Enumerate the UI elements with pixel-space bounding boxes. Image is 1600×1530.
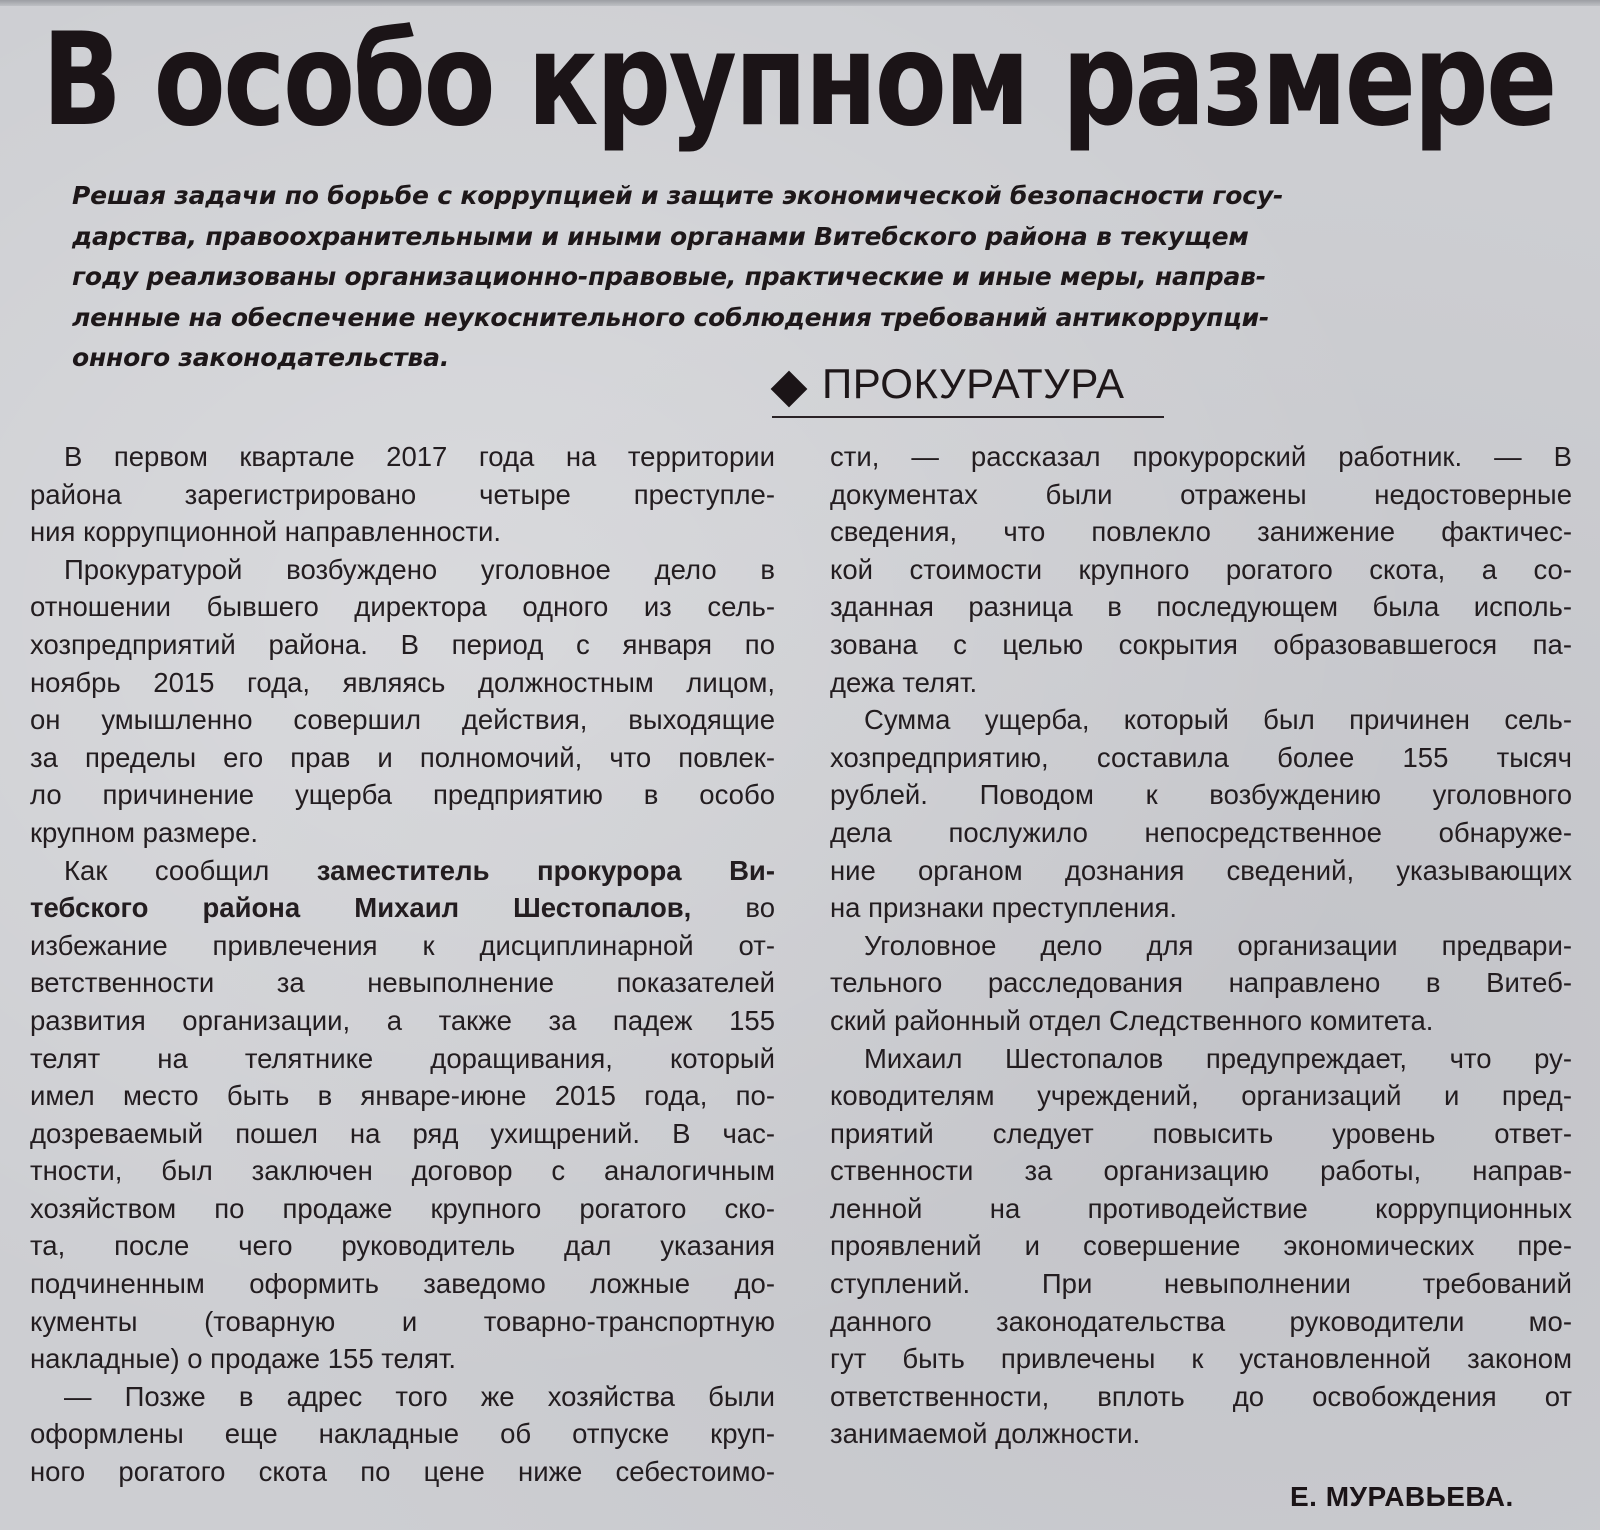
author-byline: Е. МУРАВЬЕВА. — [1290, 1481, 1514, 1512]
body-line: сти, — рассказал прокурорский работник. — В — [830, 441, 1572, 472]
body-line: ние органом дознания сведений, указывающих — [830, 854, 1572, 886]
section-rubric — [772, 358, 1164, 418]
body-line: приятий следует повысить уровень ответ- — [830, 1117, 1572, 1149]
body-line: отношении бывшего директора одного из сель- — [30, 591, 775, 623]
diamond-bullet-icon — [771, 371, 808, 408]
body-line: тности, был заключен договор с аналогичным — [30, 1155, 775, 1187]
lead-line: дарства, правоохранительными и иными органами Витебского района в текущем — [72, 221, 1249, 251]
body-line: документах были отражены недостоверные — [830, 478, 1572, 510]
body-line: та, после чего руководитель дал указания — [30, 1230, 775, 1262]
body-line: ленной на противодействие коррупционных — [830, 1192, 1572, 1224]
body-line: кументы (товарную и товарно-транспортную — [30, 1305, 775, 1337]
body-line: данного законодательства руководители мо- — [830, 1305, 1572, 1337]
body-line: оформлены еще накладные об отпуске круп- — [30, 1418, 775, 1450]
body-line: ветственности за невыполнение показателей — [30, 967, 775, 999]
article-headline: В особо крупном размере — [42, 6, 1555, 155]
body-line: дежа телят. — [830, 666, 978, 698]
body-line: Михаил Шестопалов предупреждает, что ру- — [864, 1042, 1572, 1074]
lead-line: ленные на обеспечение неукоснительного соблюдения требований антикоррупци- — [72, 302, 1270, 332]
article-lead — [72, 176, 1572, 379]
body-line: хозпредприятий района. В период с января по — [30, 628, 775, 660]
body-line: гут быть привлечены к установленной законом — [830, 1343, 1572, 1375]
body-line: Как сообщил заместитель прокурора Ви- — [64, 854, 775, 886]
body-line: тебского района Михаил Шестопалов, во — [30, 892, 775, 924]
rubric-label: ПРОКУРАТУРА — [822, 360, 1125, 407]
lead-line: Решая задачи по борьбе с коррупцией и защите экономической безопасности госу- — [72, 181, 1284, 210]
body-line: тельного расследования направлено в Витеб- — [830, 967, 1572, 999]
body-line: Сумма ущерба, который был причинен сель- — [864, 704, 1572, 736]
body-line: ния коррупционной направленности. — [30, 516, 502, 548]
body-line: района зарегистрировано четыре преступле- — [30, 478, 775, 510]
body-line: он умышленно совершил действия, выходящие — [30, 704, 775, 736]
body-line: зована с целью сокрытия образовавшегося па- — [830, 628, 1572, 660]
body-line: ного рогатого скота по цене ниже себестоимо- — [30, 1456, 775, 1488]
body-line: ноябрь 2015 года, являясь должностным лицом, — [30, 666, 775, 698]
body-line: развития организации, а также за падеж 155 — [30, 1004, 775, 1036]
body-line: ственности за организацию работы, направ- — [830, 1155, 1572, 1187]
body-line: ло причинение ущерба предприятию в особо — [30, 779, 775, 811]
body-line: телят на телятнике доращивания, который — [30, 1042, 775, 1074]
newspaper-clipping — [0, 6, 1600, 1530]
body-line: хозяйством по продаже крупного рогатого ско- — [30, 1192, 775, 1224]
body-line: крупном размере. — [30, 816, 259, 848]
body-line: накладные) о продаже 155 телят. — [30, 1343, 457, 1375]
body-line: дела послужило непосредственное обнаруже- — [830, 816, 1572, 848]
body-line: Прокуратурой возбуждено уголовное дело в — [64, 553, 775, 585]
body-line: ский районный отдел Следственного комитета. — [830, 1004, 1434, 1036]
body-line: ступлений. При невыполнении требований — [830, 1268, 1572, 1300]
body-line: — Позже в адрес того же хозяйства были — [64, 1380, 775, 1412]
lead-line: онного законодательства. — [72, 343, 450, 372]
body-line: ответственности, вплоть до освобождения от — [830, 1380, 1572, 1412]
body-line: рублей. Поводом к возбуждению уголовного — [830, 779, 1572, 811]
body-line: кой стоимости крупного рогатого скота, а со- — [830, 553, 1572, 585]
body-line: ководителям учреждений, организаций и пред- — [830, 1080, 1572, 1112]
left-column — [30, 438, 775, 1491]
body-line: Уголовное дело для организации предвари- — [864, 929, 1572, 961]
body-line: за пределы его прав и полномочий, что повлек- — [30, 741, 775, 773]
body-line: избежание привлечения к дисциплинарной от- — [30, 929, 775, 961]
body-line: занимаемой должности. — [830, 1418, 1141, 1450]
body-line: подчиненным оформить заведомо ложные до- — [30, 1268, 775, 1300]
lead-line: году реализованы организационно-правовые, практические и иные меры, направ- — [72, 262, 1266, 291]
body-line: имел место быть в январе-июне 2015 года, по- — [30, 1080, 775, 1112]
body-line: сведения, что повлекло занижение фактичес- — [830, 516, 1572, 548]
right-column — [830, 438, 1572, 1453]
body-line: В первом квартале 2017 года на территории — [64, 441, 775, 472]
body-line: на признаки преступления. — [830, 892, 1177, 924]
body-line: хозпредприятию, составила более 155 тысяч — [830, 741, 1572, 773]
body-line: проявлений и совершение экономических пре- — [830, 1230, 1572, 1262]
body-line: дозреваемый пошел на ряд ухищрений. В час- — [30, 1117, 775, 1149]
body-line: зданная разница в последующем была исполь- — [830, 591, 1572, 623]
